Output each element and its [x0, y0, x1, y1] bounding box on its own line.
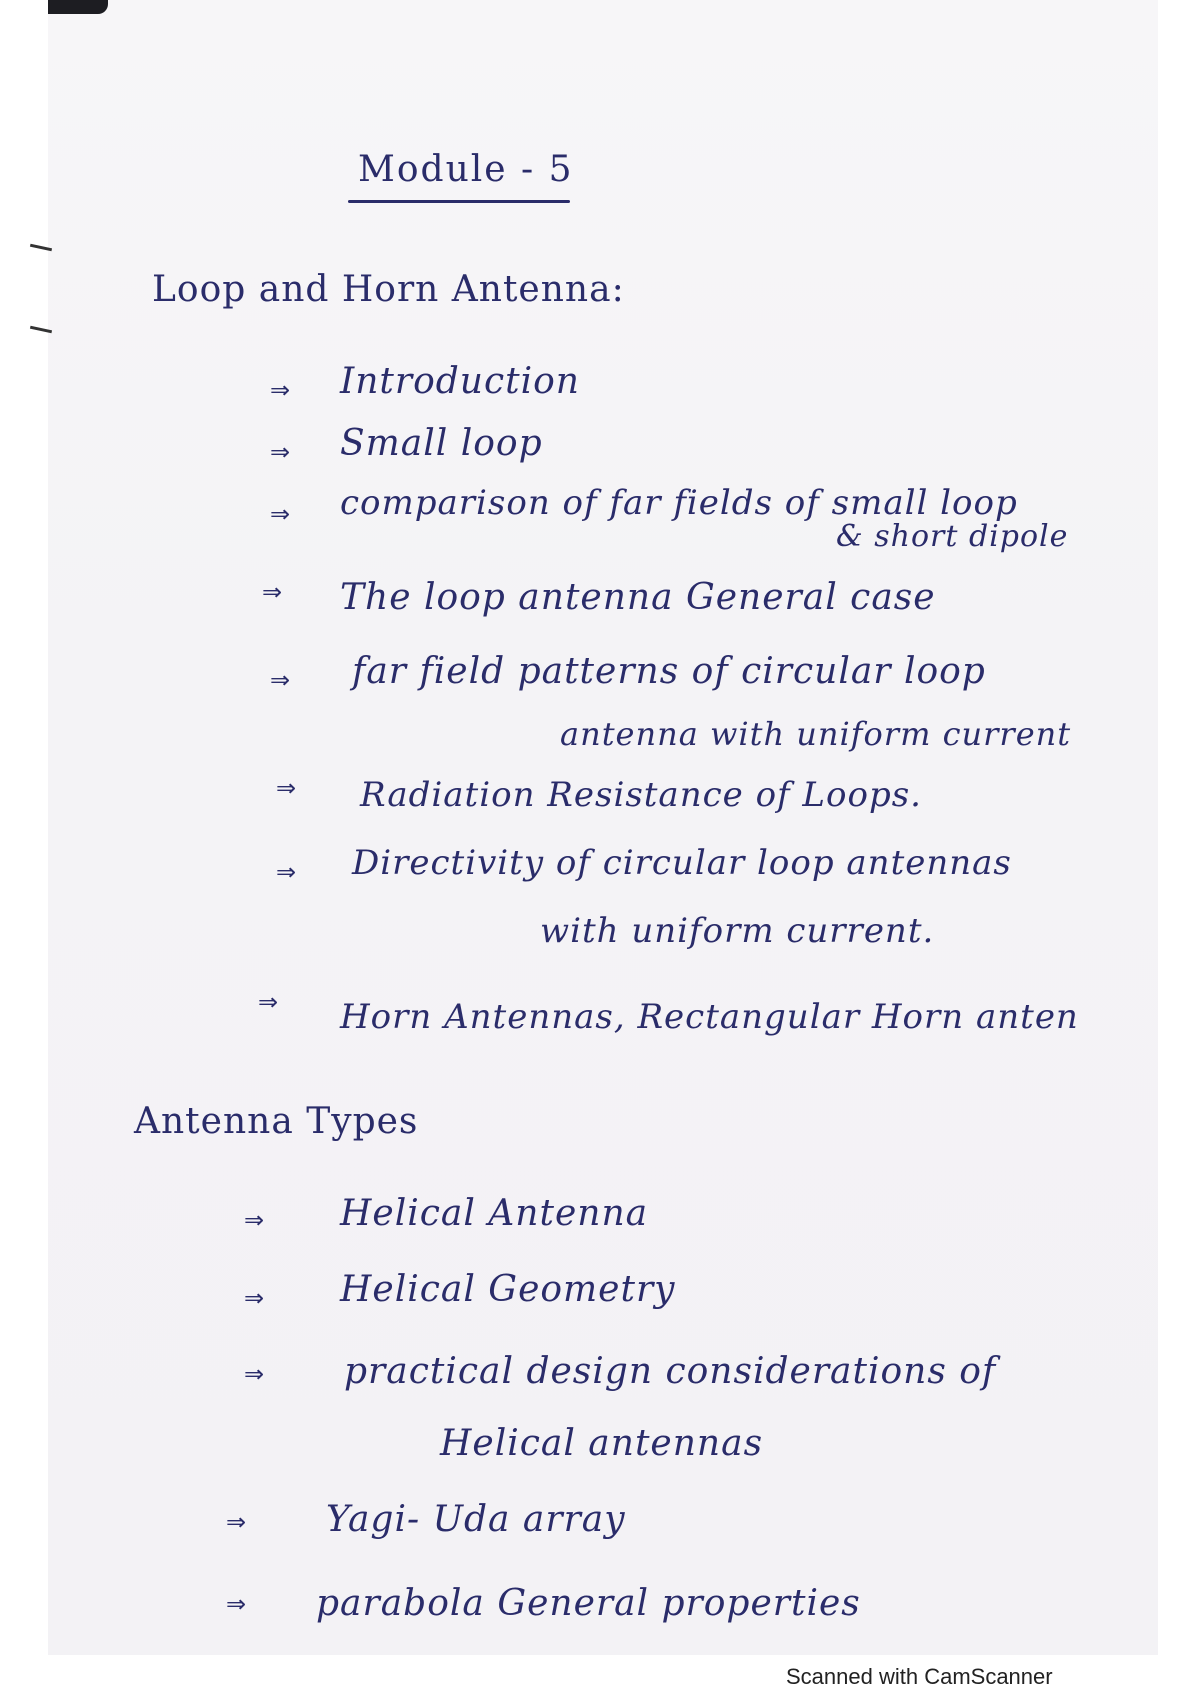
list-item: Directivity of circular loop antennas: [352, 843, 1012, 883]
arrow-bullet-icon: ⇒: [244, 1206, 265, 1234]
list-item: The loop antenna General case: [340, 577, 936, 618]
list-item-continuation: antenna with uniform current: [560, 715, 1072, 753]
arrow-bullet-icon: ⇒: [244, 1284, 265, 1312]
arrow-bullet-icon: ⇒: [270, 376, 291, 404]
arrow-bullet-icon: ⇒: [270, 438, 291, 466]
list-item: Helical Geometry: [340, 1269, 676, 1310]
list-item: Radiation Resistance of Loops.: [360, 775, 922, 815]
arrow-bullet-icon: ⇒: [226, 1508, 247, 1536]
list-item-continuation: Helical antennas: [440, 1423, 764, 1464]
scan-corner-shadow: [48, 0, 108, 14]
arrow-bullet-icon: ⇒: [270, 500, 291, 528]
list-item: Introduction: [340, 361, 580, 402]
list-item: far field patterns of circular loop: [352, 651, 986, 692]
list-item-continuation: & short dipole: [836, 519, 1069, 554]
list-item: practical design considerations of: [344, 1351, 997, 1392]
arrow-bullet-icon: ⇒: [276, 774, 297, 802]
title-underline: [348, 200, 570, 203]
notebook-page: [48, 0, 1158, 1655]
section-heading-antenna-types: Antenna Types: [134, 1101, 419, 1142]
list-item: parabola General properties: [316, 1583, 861, 1624]
scanner-watermark: Scanned with CamScanner: [786, 1664, 1053, 1689]
section-heading-loop-horn: Loop and Horn Antenna:: [152, 269, 625, 310]
arrow-bullet-icon: ⇒: [244, 1360, 265, 1388]
list-item: Small loop: [340, 423, 543, 464]
arrow-bullet-icon: ⇒: [258, 988, 279, 1016]
arrow-bullet-icon: ⇒: [276, 858, 297, 886]
page-title: Module - 5: [358, 149, 574, 190]
arrow-bullet-icon: ⇒: [226, 1590, 247, 1618]
list-item: Yagi- Uda array: [326, 1499, 626, 1540]
list-item: comparison of far fields of small loop: [340, 483, 1018, 523]
list-item: Horn Antennas, Rectangular Horn anten: [340, 997, 1079, 1037]
list-item: Helical Antenna: [340, 1193, 649, 1234]
list-item-continuation: with uniform current.: [540, 911, 935, 951]
arrow-bullet-icon: ⇒: [262, 578, 283, 606]
arrow-bullet-icon: ⇒: [270, 666, 291, 694]
